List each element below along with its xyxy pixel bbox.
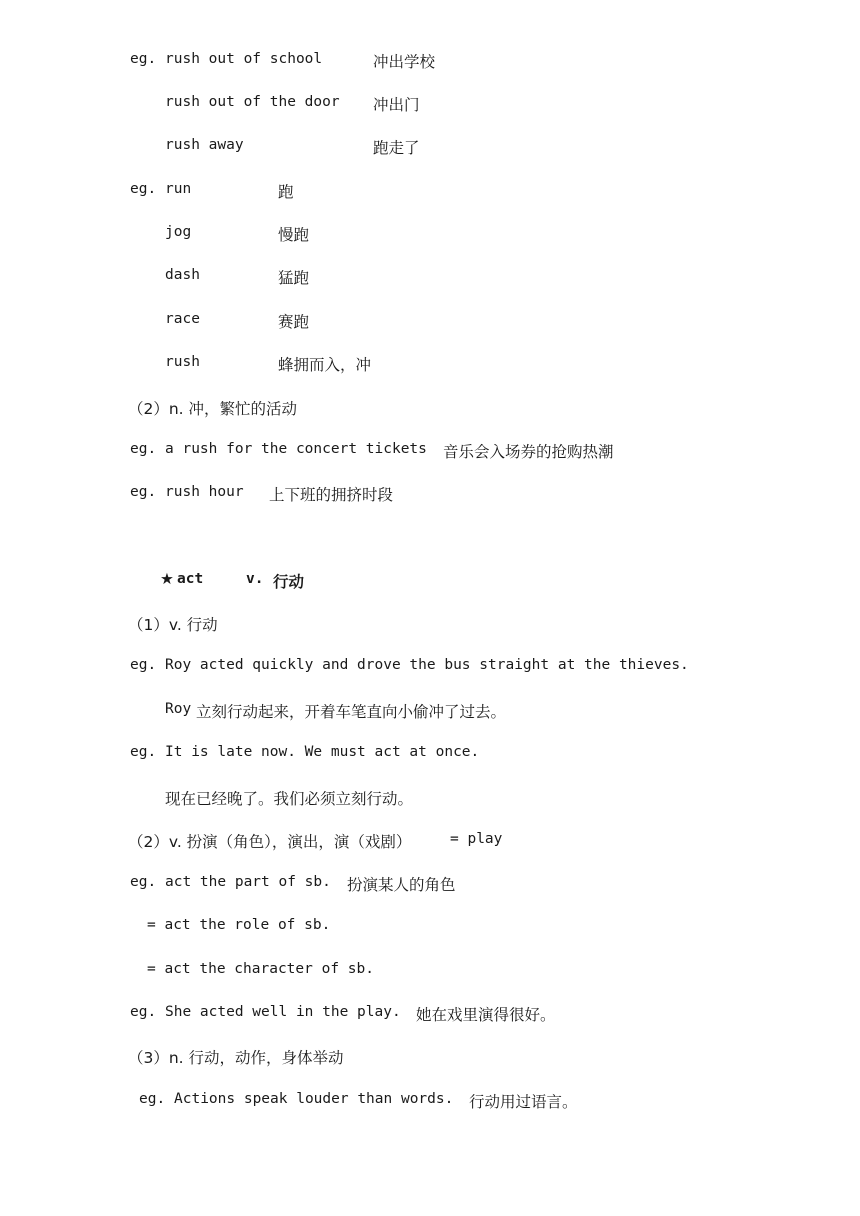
rush-noun-ex2-prefix: eg. (130, 484, 157, 500)
act-sense-2-en: = play (450, 831, 503, 847)
act-headword: act (177, 571, 204, 587)
rush-example-1-cn: 冲出学校 (373, 53, 436, 71)
run-word-1-prefix: eg. (130, 181, 157, 197)
act-ex1-cn-name: Roy (165, 701, 192, 717)
act-ex4-en: She acted well in the play. (165, 1004, 401, 1020)
run-word-1-en: run (165, 181, 192, 197)
rush-noun-ex1-en: a rush for the concert tickets (165, 441, 427, 457)
act-ex3-prefix: eg. (130, 874, 157, 890)
rush-example-2-cn: 冲出门 (373, 96, 420, 114)
act-ex4-cn: 她在戏里演得很好。 (416, 1006, 556, 1024)
act-meaning: 行动 (273, 573, 305, 591)
run-word-3-cn: 猛跑 (278, 269, 310, 287)
act-sense-3: （3）n. 行动，动作，身体举动 (128, 1049, 344, 1067)
act-sense-2-cn: （2）v. 扮演（角色），演出，演（戏剧） (128, 833, 412, 851)
run-word-1-cn: 跑 (278, 183, 294, 201)
act-ex2-cn: 现在已经晚了。我们必须立刻行动。 (165, 790, 414, 808)
act-ex1-cn: 立刻行动起来，开着车笔直向小偷冲了过去。 (196, 703, 507, 721)
rush-example-2-en: rush out of the door (165, 94, 340, 110)
rush-example-3-cn: 跑走了 (373, 139, 420, 157)
rush-example-3-en: rush away (165, 137, 244, 153)
act-ex1-en: Roy acted quickly and drove the bus straight at the thieves. (165, 657, 689, 673)
act-ex1-prefix: eg. (130, 657, 157, 673)
act-ex4-prefix: eg. (130, 1004, 157, 1020)
act-sense-1: （1）v. 行动 (128, 616, 218, 634)
act-ex3-en: act the part of sb. (165, 874, 331, 890)
act-ex2-prefix: eg. (130, 744, 157, 760)
rush-noun-ex1-prefix: eg. (130, 441, 157, 457)
act-ex3-alt-2: = act the character of sb. (147, 961, 374, 977)
act-pos: v. (246, 571, 264, 587)
act-ex2-en: It is late now. We must act at once. (165, 744, 480, 760)
rush-example-1-en: rush out of school (165, 51, 323, 67)
act-ex5-en: Actions speak louder than words. (174, 1091, 454, 1107)
rush-example-1-prefix: eg. (130, 51, 157, 67)
run-word-4-cn: 赛跑 (278, 313, 310, 331)
run-word-2-en: jog (165, 224, 192, 240)
run-word-5-cn: 蜂拥而入，冲 (278, 356, 372, 374)
run-word-3-en: dash (165, 267, 200, 283)
run-word-5-en: rush (165, 354, 200, 370)
act-ex5-cn: 行动用过语言。 (469, 1093, 578, 1111)
act-ex5-prefix: eg. (139, 1091, 166, 1107)
act-ex3-alt-1: = act the role of sb. (147, 917, 331, 933)
star-icon: ★ (160, 570, 174, 588)
rush-noun-ex2-en: rush hour (165, 484, 244, 500)
rush-noun-heading: （2）n. 冲，繁忙的活动 (128, 400, 298, 418)
rush-noun-ex2-cn: 上下班的拥挤时段 (269, 486, 394, 504)
run-word-4-en: race (165, 311, 200, 327)
rush-noun-ex1-cn: 音乐会入场券的抢购热潮 (443, 443, 614, 461)
run-word-2-cn: 慢跑 (278, 226, 310, 244)
act-ex3-cn: 扮演某人的角色 (347, 876, 456, 894)
